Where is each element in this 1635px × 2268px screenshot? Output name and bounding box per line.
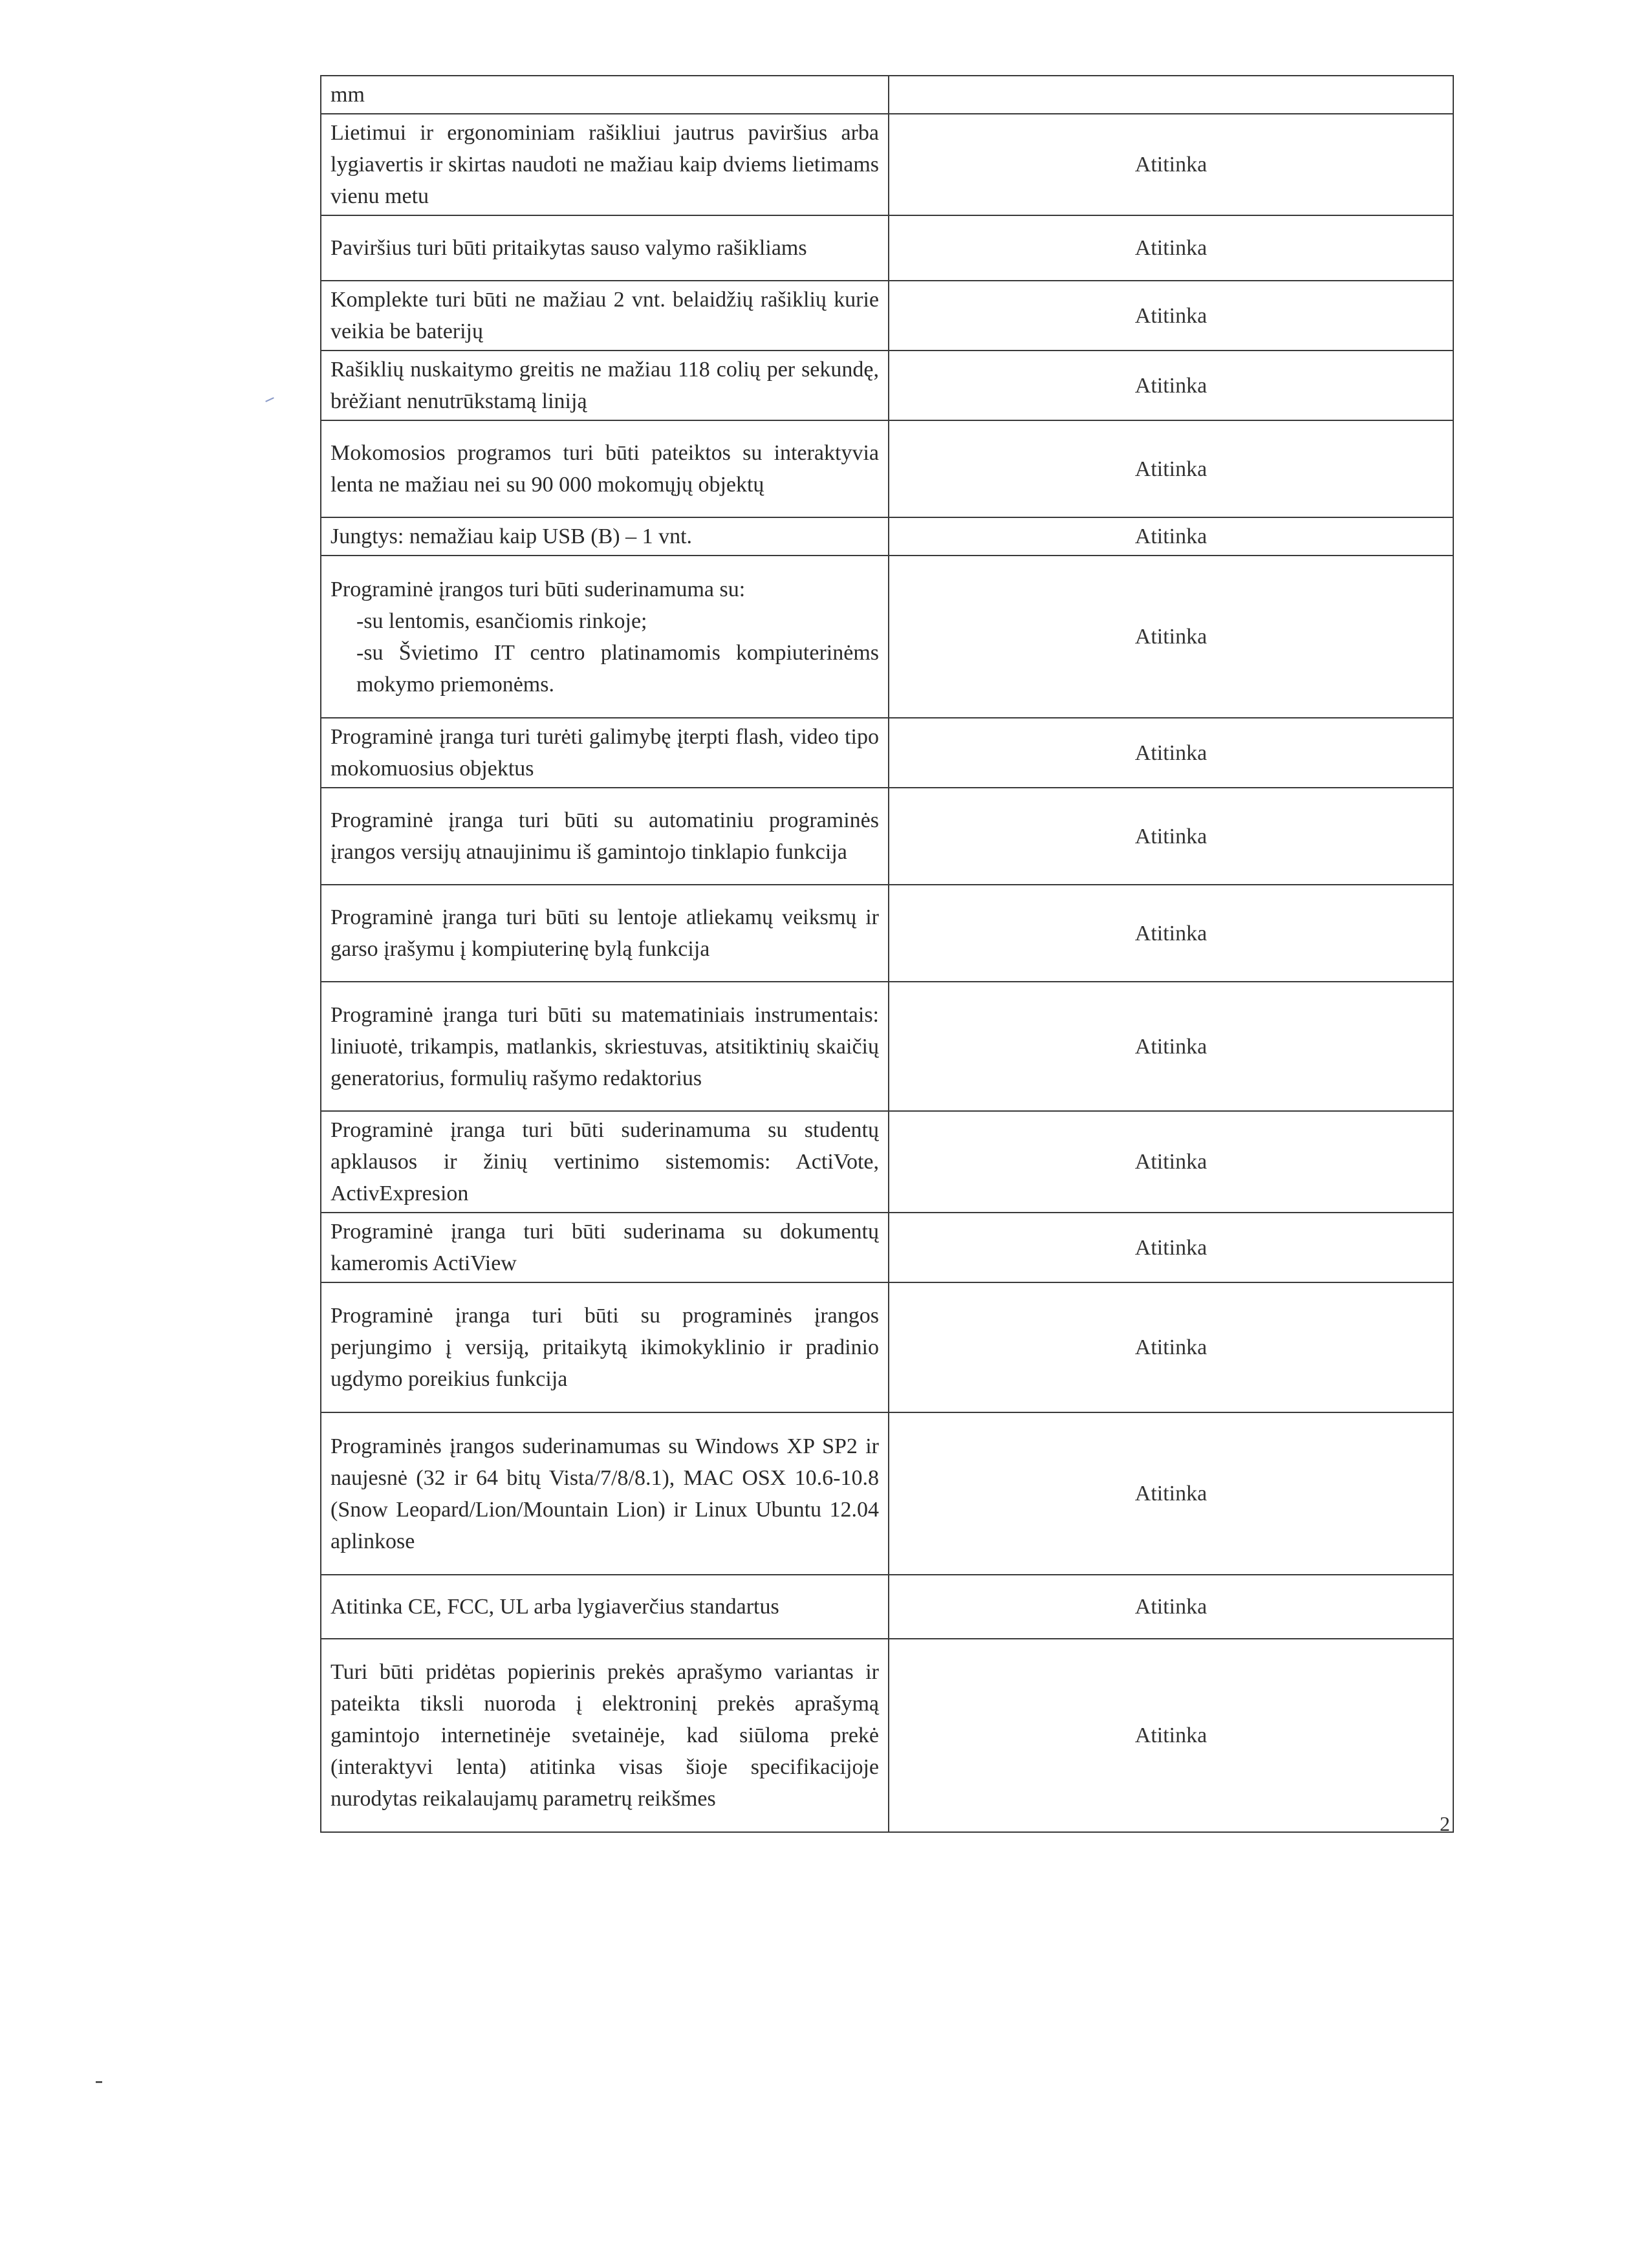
scan-speck <box>96 2081 102 2083</box>
requirement-cell <box>321 114 889 215</box>
specification-table <box>320 75 1454 1833</box>
requirement-cell <box>321 788 889 885</box>
requirement-text: Mokomosios programos turi būti pateiktos su interaktyvia lenta ne mažiau nei su 90 000 mokomųjų objektų <box>330 441 879 497</box>
page-number: 2 <box>1440 1812 1450 1835</box>
requirement-cell <box>321 215 889 281</box>
compliance-cell: Atitinka <box>889 885 1453 982</box>
requirement-text: Programinė įranga turi turėti galimybę įterpti flash, video tipo mokomuosius objektus <box>330 725 879 781</box>
requirement-cell <box>321 718 889 788</box>
table-row <box>321 1111 1453 1213</box>
compliance-cell: Atitinka <box>889 982 1453 1111</box>
table-row <box>321 517 1453 556</box>
requirement-text: Rašiklių nuskaitymo greitis ne mažiau 118 colių per sekundę, brėžiant nenutrūkstamą liniją <box>330 358 879 413</box>
table-row <box>321 556 1453 718</box>
compliance-cell: Atitinka <box>889 556 1453 718</box>
requirement-text: Programinė įrangos turi būti suderinamuma su: <box>330 577 746 601</box>
table-row <box>321 114 1453 215</box>
scan-speck <box>265 397 274 402</box>
requirement-cell <box>321 1213 889 1282</box>
table-row <box>321 1575 1453 1639</box>
compliance-cell: Atitinka <box>889 351 1453 420</box>
compliance-cell: Atitinka <box>889 281 1453 351</box>
compliance-cell: Atitinka <box>889 420 1453 517</box>
table-row <box>321 215 1453 281</box>
requirement-cell <box>321 1282 889 1412</box>
requirement-text: Turi būti pridėtas popierinis prekės aprašymo variantas ir pateikta tiksli nuoroda į elektroninį prekės aprašymą gamintojo internetinėje svetainėje, kad siūloma prekė (interaktyvi lenta) atitinka visas šioje specifikacijoje nurodytas reikalaujamų parametrų reikšmes <box>330 1660 879 1811</box>
table-row <box>321 281 1453 351</box>
table-row <box>321 420 1453 517</box>
requirement-cell <box>321 885 889 982</box>
compliance-cell: Atitinka <box>889 1282 1453 1412</box>
table-row <box>321 885 1453 982</box>
specification-table-body <box>321 76 1453 1832</box>
compliance-cell: Atitinka <box>889 1111 1453 1213</box>
compliance-cell: Atitinka <box>889 718 1453 788</box>
requirement-text: -su Švietimo IT centro platinamomis kompiuterinėms mokymo priemonėms. <box>356 640 879 697</box>
requirement-cell <box>321 1575 889 1639</box>
table-row <box>321 1412 1453 1575</box>
compliance-cell: Atitinka <box>889 788 1453 885</box>
requirement-cell <box>321 1111 889 1213</box>
compliance-cell: Atitinka <box>889 215 1453 281</box>
requirement-cell <box>321 1639 889 1832</box>
requirement-cell <box>321 556 889 718</box>
table-row <box>321 1213 1453 1282</box>
table-row <box>321 76 1453 114</box>
requirement-text: Programinė įranga turi būti su programinės įrangos perjungimo į versiją, pritaikytą ikimokyklinio ir pradinio ugdymo poreikius funkcija <box>330 1304 879 1391</box>
table-row <box>321 1639 1453 1832</box>
requirement-text: Programinės įrangos suderinamumas su Windows XP SP2 ir naujesnė (32 ir 64 bitų Vista/7/8/8.1), MAC OSX 10.6-10.8 (Snow Leopard/Lion/Mountain Lion) ir Linux Ubuntu 12.04 aplinkose <box>330 1434 879 1553</box>
table-row <box>321 718 1453 788</box>
table-row <box>321 1282 1453 1412</box>
requirement-text: -su lentomis, esančiomis rinkoje; <box>356 609 647 633</box>
requirement-text: Programinė įranga turi būti suderinama su dokumentų kameromis ActiView <box>330 1220 879 1275</box>
requirement-text: Programinė įranga turi būti su lentoje atliekamų veiksmų ir garso įrašymu į kompiuterinę bylą funkcija <box>330 905 879 961</box>
requirement-text: Paviršius turi būti pritaikytas sauso valymo rašikliams <box>330 236 807 260</box>
table-row <box>321 351 1453 420</box>
requirement-text: Programinė įranga turi būti su automatiniu programinės įrangos versijų atnaujinimu iš gamintojo tinklapio funkcija <box>330 808 879 864</box>
requirement-text: Lietimui ir ergonominiam rašikliui jautrus paviršius arba lygiavertis ir skirtas naudoti ne mažiau kaip dviems lietimams vienu metu <box>330 121 879 208</box>
compliance-cell <box>889 76 1453 114</box>
requirement-text: Programinė įranga turi būti su matematiniais instrumentais: liniuotė, trikampis, matlankis, skriestuvas, atsitiktinių skaičių generatorius, formulių rašymo redaktorius <box>330 1002 879 1090</box>
requirement-text: Atitinka CE, FCC, UL arba lygiaverčius standartus <box>330 1595 779 1619</box>
requirement-cell <box>321 76 889 114</box>
requirement-cell <box>321 351 889 420</box>
requirement-text: Jungtys: nemažiau kaip USB (B) – 1 vnt. <box>330 524 693 548</box>
requirement-cell <box>321 281 889 351</box>
compliance-cell: Atitinka <box>889 1639 1453 1832</box>
compliance-cell: Atitinka <box>889 114 1453 215</box>
table-row <box>321 788 1453 885</box>
requirement-text: mm <box>330 83 365 107</box>
table-row <box>321 982 1453 1111</box>
compliance-cell: Atitinka <box>889 517 1453 556</box>
requirement-text: Programinė įranga turi būti suderinamuma su studentų apklausos ir žinių vertinimo sistemomis: ActiVote, ActivExpresion <box>330 1118 879 1205</box>
requirement-text: Komplekte turi būti ne mažiau 2 vnt. belaidžių rašiklių kurie veikia be baterijų <box>330 288 879 343</box>
requirement-cell <box>321 1412 889 1575</box>
requirement-cell <box>321 982 889 1111</box>
compliance-cell: Atitinka <box>889 1213 1453 1282</box>
requirement-cell <box>321 420 889 517</box>
compliance-cell: Atitinka <box>889 1575 1453 1639</box>
compliance-cell: Atitinka <box>889 1412 1453 1575</box>
requirement-cell <box>321 517 889 556</box>
